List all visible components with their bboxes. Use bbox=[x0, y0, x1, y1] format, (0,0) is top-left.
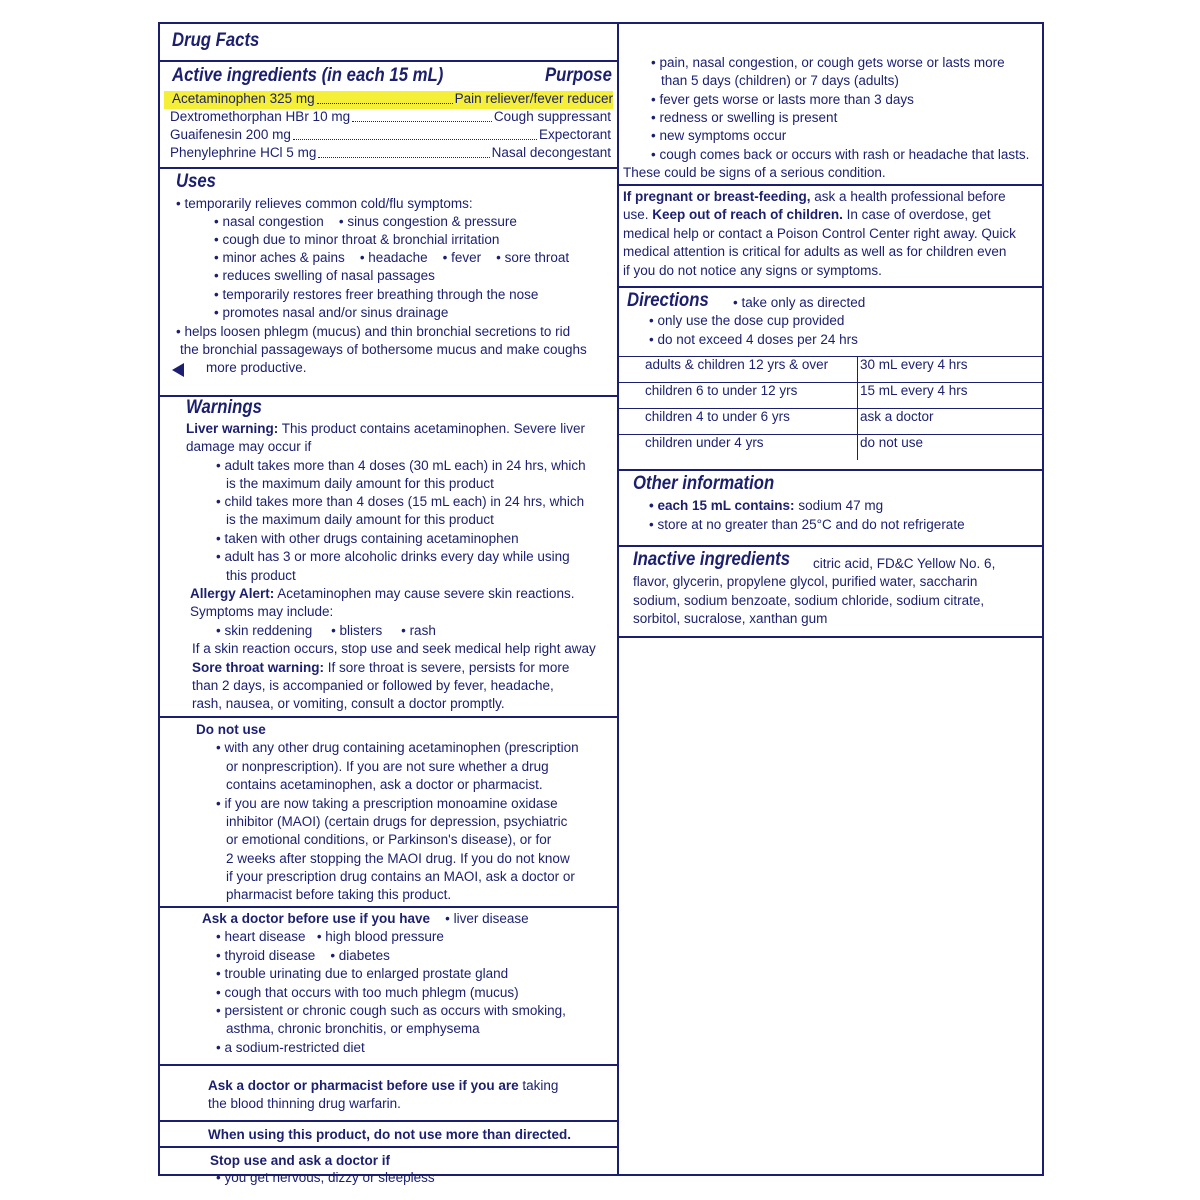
warning-line: this product bbox=[226, 568, 296, 583]
use-item: • minor aches & pains bbox=[214, 250, 345, 265]
uses-line: more productive. bbox=[206, 360, 307, 375]
pregnancy-line: medical attention is critical for adults as well as for children even bbox=[623, 244, 1007, 259]
when-using-text: When using this product, do not use more than directed. bbox=[208, 1127, 572, 1142]
allergy-alert-label: Allergy Alert: bbox=[190, 586, 275, 601]
warning-line: is the maximum daily amount for this product bbox=[226, 512, 494, 527]
condition-item: • diabetes bbox=[330, 948, 390, 963]
uses-line: the bronchial passageways of bothersome mucus and make coughs bbox=[180, 342, 587, 357]
ask-pharmacist-line: the blood thinning drug warfarin. bbox=[208, 1096, 401, 1111]
stop-use-continued-section bbox=[619, 24, 1042, 184]
active-ingredients-section bbox=[160, 60, 617, 167]
warning-line: damage may occur if bbox=[186, 439, 312, 454]
leader-dots bbox=[318, 145, 489, 158]
symptom-item: • skin reddening bbox=[216, 623, 312, 638]
uses-line: • cough due to minor throat & bronchial irritation bbox=[214, 231, 499, 249]
stop-use-line: • pain, nasal congestion, or cough gets worse or lasts more bbox=[651, 54, 1005, 72]
uses-line bbox=[214, 213, 517, 231]
uses-line: • temporarily relieves common cold/flu symptoms: bbox=[176, 195, 473, 213]
stop-use-header: Stop use and ask a doctor if bbox=[210, 1153, 391, 1168]
symptom-item: • rash bbox=[401, 623, 436, 638]
ingredient-row bbox=[170, 109, 611, 127]
condition-item: • liver disease bbox=[445, 911, 529, 926]
uses-line: • reduces swelling of nasal passages bbox=[214, 267, 435, 285]
ask-doctor-line: • trouble urinating due to enlarged prostate gland bbox=[216, 965, 508, 983]
age-cell: children under 4 yrs bbox=[619, 435, 858, 461]
left-column bbox=[160, 24, 619, 1185]
pregnancy-label: If pregnant or breast-feeding, bbox=[623, 189, 811, 204]
stop-use-line: than 5 days (children) or 7 days (adults) bbox=[661, 73, 899, 88]
directions-line: • only use the dose cup provided bbox=[649, 312, 844, 330]
do-not-use-line: • with any other drug containing acetaminophen (prescription bbox=[216, 739, 579, 757]
uses-line bbox=[214, 249, 569, 267]
directions-section bbox=[619, 286, 1042, 469]
use-item: • sore throat bbox=[496, 250, 569, 265]
sore-throat-text: If sore throat is severe, persists for more bbox=[327, 660, 570, 675]
ingredient-purpose: Cough suppressant bbox=[493, 109, 611, 124]
symptom-item: • blisters bbox=[331, 623, 382, 638]
leader-dots bbox=[317, 91, 453, 104]
age-cell: adults & children 12 yrs & over bbox=[619, 357, 858, 383]
ingredient-name: Dextromethorphan HBr 10 mg bbox=[170, 109, 351, 124]
drug-facts-title: Drug Facts bbox=[172, 30, 260, 51]
do-not-use-line: 2 weeks after stopping the MAOI drug. If you do not know bbox=[226, 851, 570, 866]
inactive-line: flavor, glycerin, propylene glycol, purified water, saccharin bbox=[633, 574, 978, 589]
ingredient-purpose: Pain reliever/fever reducer bbox=[454, 91, 613, 106]
warning-line bbox=[216, 622, 436, 640]
warning-line: • child takes more than 4 doses (15 mL each) in 24 hrs, which bbox=[216, 493, 584, 511]
ask-pharmacist-text: taking bbox=[522, 1078, 559, 1093]
ingredient-name: Acetaminophen 325 mg bbox=[172, 91, 315, 106]
warning-line bbox=[192, 659, 569, 677]
stop-use-section bbox=[160, 1146, 617, 1185]
pregnancy-line: if you do not notice any signs or symptoms. bbox=[623, 263, 882, 278]
warnings-header: Warnings bbox=[186, 397, 262, 418]
warning-line: rash, nausea, or vomiting, consult a doctor promptly. bbox=[192, 696, 505, 711]
ask-doctor-line: • persistent or chronic cough such as occurs with smoking, bbox=[216, 1002, 566, 1020]
inactive-ingredients-header: Inactive ingredients bbox=[633, 549, 791, 570]
ingredient-row bbox=[170, 145, 611, 163]
warnings-section bbox=[160, 395, 617, 716]
condition-item: • thyroid disease bbox=[216, 948, 315, 963]
warning-line: is the maximum daily amount for this product bbox=[226, 476, 494, 491]
uses-line: • helps loosen phlegm (mucus) and thin bronchial secretions to rid bbox=[176, 323, 570, 341]
use-item: • fever bbox=[443, 250, 482, 265]
ingredient-name: Phenylephrine HCl 5 mg bbox=[170, 145, 317, 160]
keep-out-of-reach-label: Keep out of reach of children. bbox=[652, 207, 843, 222]
ingredient-purpose: Expectorant bbox=[538, 127, 611, 142]
active-ingredients-header: Active ingredients (in each 15 mL) bbox=[172, 65, 444, 86]
stop-use-line: • fever gets worse or lasts more than 3 days bbox=[651, 91, 914, 109]
other-information-section bbox=[619, 469, 1042, 545]
dosage-table bbox=[619, 356, 1044, 460]
age-cell: children 4 to under 6 yrs bbox=[619, 409, 858, 435]
purpose-header: Purpose bbox=[545, 65, 612, 86]
table-row bbox=[619, 357, 1044, 383]
ask-pharmacist-line bbox=[208, 1077, 558, 1095]
use-item: • sinus congestion & pressure bbox=[339, 214, 517, 229]
warning-line: If a skin reaction occurs, stop use and seek medical help right away bbox=[192, 641, 596, 656]
pregnancy-text: ask a health professional before bbox=[814, 189, 1006, 204]
inactive-line: sorbitol, sucralose, xanthan gum bbox=[633, 611, 828, 626]
inactive-ingredients-section bbox=[619, 545, 1042, 638]
stop-use-note: These could be signs of a serious condition. bbox=[623, 165, 886, 180]
leader-dots bbox=[293, 127, 537, 140]
dose-cell: do not use bbox=[858, 435, 1045, 461]
do-not-use-header: Do not use bbox=[196, 722, 266, 737]
other-information-header: Other information bbox=[633, 473, 775, 494]
ingredient-purpose: Nasal decongestant bbox=[491, 145, 611, 160]
when-using-section bbox=[160, 1120, 617, 1146]
do-not-use-line: if your prescription drug contains an MAOI, ask a doctor or bbox=[226, 869, 575, 884]
pregnancy-line bbox=[623, 188, 1006, 206]
other-info-line: • store at no greater than 25°C and do not refrigerate bbox=[649, 516, 965, 534]
age-cell: children 6 to under 12 yrs bbox=[619, 383, 858, 409]
dose-cell: 15 mL every 4 hrs bbox=[858, 383, 1045, 409]
directions-line: • do not exceed 4 doses per 24 hrs bbox=[649, 331, 858, 349]
table-row bbox=[619, 435, 1044, 461]
liver-warning-text: This product contains acetaminophen. Severe liver bbox=[281, 421, 585, 436]
ask-doctor-line bbox=[202, 910, 529, 928]
inactive-line: sodium, sodium benzoate, sodium chloride, sodium citrate, bbox=[633, 593, 985, 608]
title-section bbox=[160, 24, 617, 60]
sore-throat-label: Sore throat warning: bbox=[192, 660, 325, 675]
do-not-use-line: or nonprescription). If you are not sure whether a drug bbox=[226, 759, 549, 774]
stop-use-line: • redness or swelling is present bbox=[651, 109, 837, 127]
pregnancy-text: In case of overdose, get bbox=[846, 207, 991, 222]
inactive-line bbox=[633, 551, 811, 570]
do-not-use-line: pharmacist before taking this product. bbox=[226, 887, 452, 902]
pregnancy-section bbox=[619, 184, 1042, 286]
uses-section bbox=[160, 167, 617, 395]
stop-use-line: • you get nervous, dizzy or sleepless bbox=[216, 1169, 435, 1187]
ask-pharmacist-header: Ask a doctor or pharmacist before use if you are bbox=[208, 1078, 519, 1093]
leader-dots bbox=[352, 109, 492, 122]
dose-cell: 30 mL every 4 hrs bbox=[858, 357, 1045, 383]
other-info-text: sodium 47 mg bbox=[798, 498, 884, 513]
use-item: • nasal congestion bbox=[214, 214, 324, 229]
dose-cell: ask a doctor bbox=[858, 409, 1045, 435]
directions-header: Directions bbox=[627, 290, 709, 311]
arrow-left-icon bbox=[172, 363, 184, 377]
warning-line bbox=[190, 585, 574, 603]
ask-pharmacist-section bbox=[160, 1064, 617, 1120]
do-not-use-line: or emotional conditions, or Parkinson's disease), or for bbox=[226, 832, 552, 847]
do-not-use-line: • if you are now taking a prescription monoamine oxidase bbox=[216, 795, 558, 813]
pregnancy-text: use. bbox=[623, 207, 649, 222]
warning-line bbox=[186, 420, 585, 438]
ingredient-row bbox=[170, 127, 611, 145]
ask-doctor-line bbox=[216, 928, 444, 946]
ask-doctor-line: • cough that occurs with too much phlegm (mucus) bbox=[216, 984, 519, 1002]
use-item: • headache bbox=[360, 250, 428, 265]
do-not-use-line: inhibitor (MAOI) (certain drugs for depression, psychiatric bbox=[226, 814, 568, 829]
stop-use-line: • cough comes back or occurs with rash or headache that lasts. bbox=[651, 146, 1029, 164]
inactive-line: citric acid, FD&C Yellow No. 6, bbox=[813, 556, 996, 571]
uses-line: • promotes nasal and/or sinus drainage bbox=[214, 304, 448, 322]
drug-facts-label bbox=[158, 22, 1044, 1185]
do-not-use-section bbox=[160, 716, 617, 906]
right-column bbox=[619, 24, 1042, 1174]
liver-warning-label: Liver warning: bbox=[186, 421, 279, 436]
condition-item: • high blood pressure bbox=[317, 929, 444, 944]
do-not-use-line: contains acetaminophen, ask a doctor or pharmacist. bbox=[226, 777, 543, 792]
directions-line: • take only as directed bbox=[733, 294, 865, 312]
ask-doctor-section bbox=[160, 906, 617, 1064]
ask-doctor-header: Ask a doctor before use if you have bbox=[202, 911, 431, 926]
ingredient-row bbox=[164, 91, 613, 109]
pregnancy-line: medical help or contact a Poison Control Center right away. Quick bbox=[623, 226, 1016, 241]
table-row bbox=[619, 409, 1044, 435]
uses-header: Uses bbox=[176, 171, 216, 192]
allergy-alert-text: Acetaminophen may cause severe skin reactions. bbox=[277, 586, 575, 601]
ask-doctor-line: • a sodium-restricted diet bbox=[216, 1039, 365, 1057]
warning-line: • taken with other drugs containing acetaminophen bbox=[216, 530, 519, 548]
uses-line: • temporarily restores freer breathing through the nose bbox=[214, 286, 538, 304]
warning-line: than 2 days, is accompanied or followed by fever, headache, bbox=[192, 678, 554, 693]
other-info-line bbox=[649, 497, 883, 515]
ask-doctor-line: asthma, chronic bronchitis, or emphysema bbox=[226, 1021, 480, 1036]
ask-doctor-line bbox=[216, 947, 390, 965]
warning-line: Symptoms may include: bbox=[190, 604, 334, 619]
table-row bbox=[619, 383, 1044, 409]
warning-line: • adult takes more than 4 doses (30 mL each) in 24 hrs, which bbox=[216, 457, 586, 475]
stop-use-line: • new symptoms occur bbox=[651, 127, 786, 145]
condition-item: • heart disease bbox=[216, 929, 306, 944]
warning-line: • adult has 3 or more alcoholic drinks every day while using bbox=[216, 548, 570, 566]
pregnancy-line bbox=[623, 206, 991, 224]
other-info-label: • each 15 mL contains: bbox=[649, 498, 795, 513]
ingredient-name: Guaifenesin 200 mg bbox=[170, 127, 291, 142]
